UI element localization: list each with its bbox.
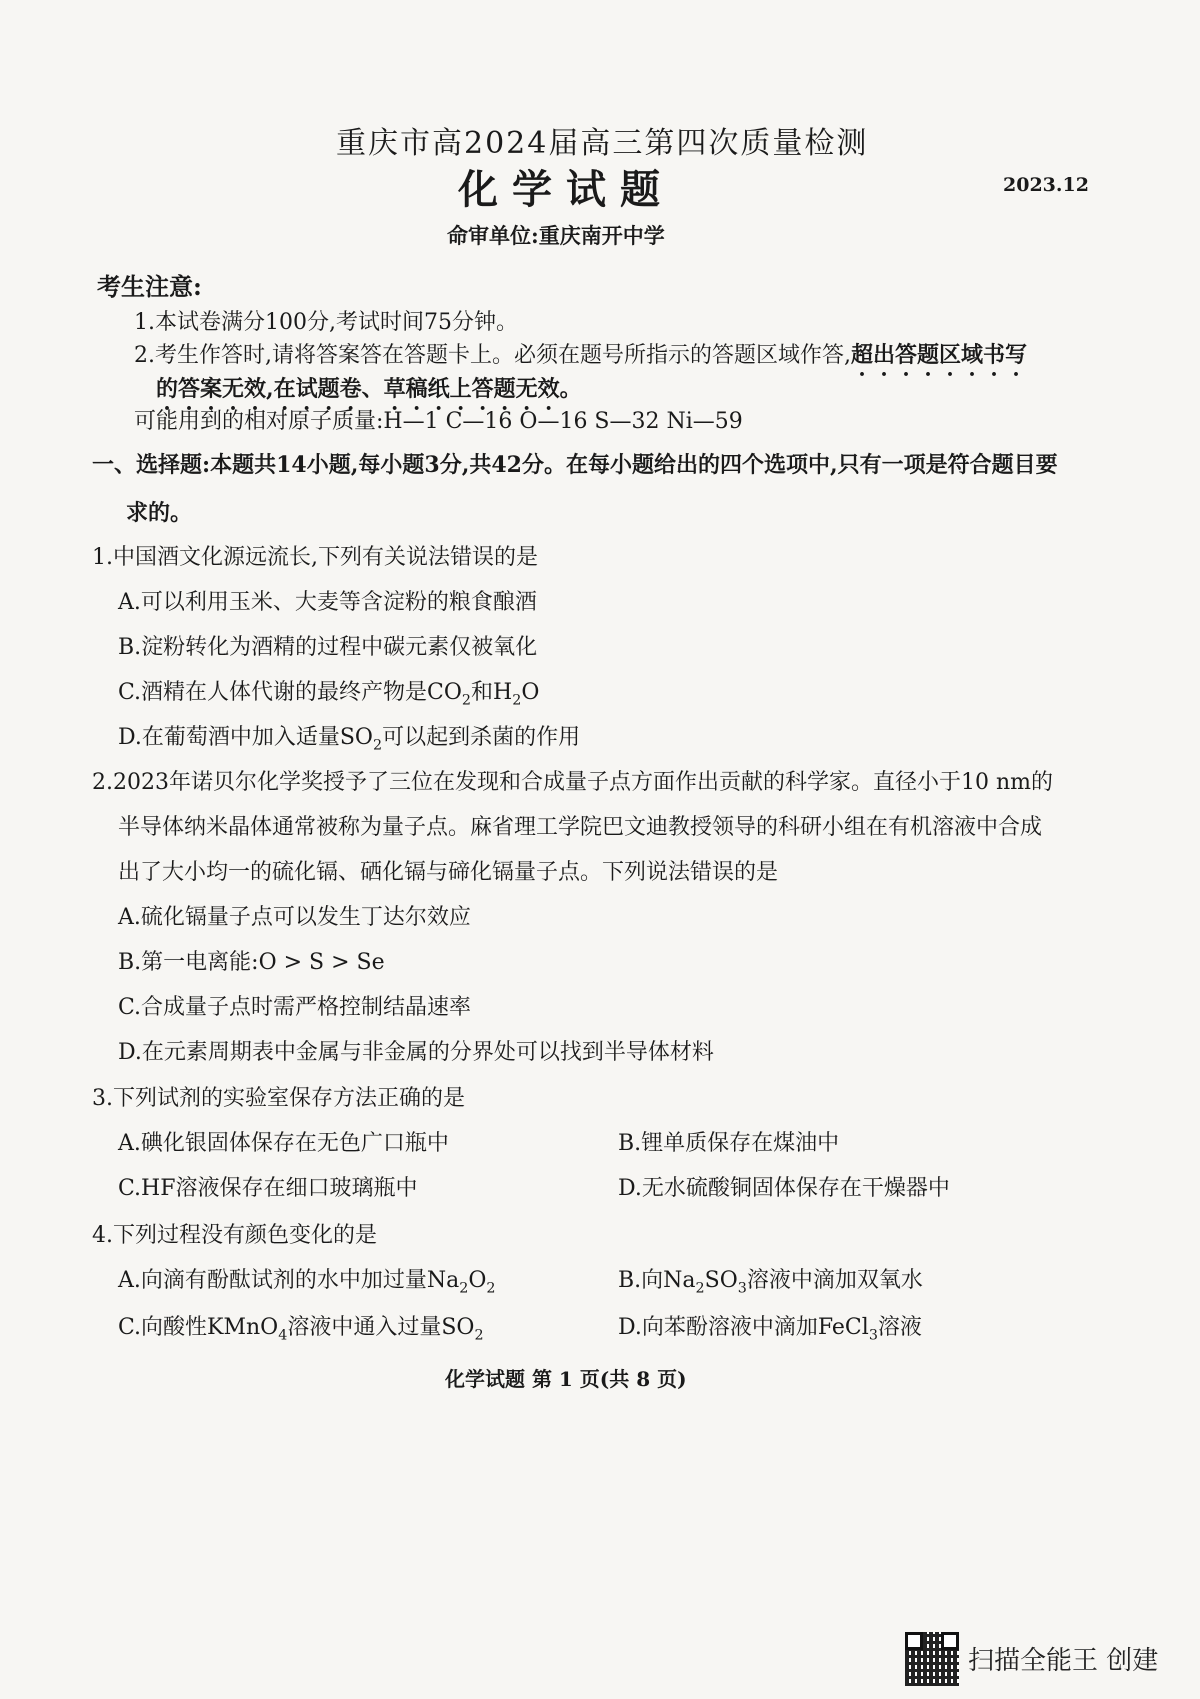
q2-stem-1: 2.2023年诺贝尔化学奖授予了三位在发现和合成量子点方面作出贡献的科学家。直径小于10 nm的 (92, 770, 1053, 795)
q2-option-c: C.合成量子点时需严格控制结晶速率 (118, 995, 472, 1020)
q1-option-c (118, 675, 539, 708)
q4-d-sub: 3 (868, 1327, 878, 1344)
qr-code-icon (905, 1632, 959, 1686)
q1-d-sub: 2 (372, 737, 383, 754)
scanner-watermark: 扫描全能王 创建 (968, 1646, 1159, 1676)
q4-b-sub: 2 (695, 1280, 705, 1297)
q4-a-text: A.向滴有酚酞试剂的水中加过量Na (118, 1268, 460, 1293)
issuing-unit: 命审单位:重庆南开中学 (447, 223, 665, 248)
q3-stem: 3.下列试剂的实验室保存方法正确的是 (92, 1086, 465, 1111)
q4-c-text: C.向酸性KMnO (118, 1315, 279, 1340)
q4-b-sub-2: 3 (737, 1280, 747, 1297)
q4-b-text-2: SO (704, 1268, 738, 1293)
notice-item-1: 1.本试卷满分100分,考试时间75分钟。 (134, 310, 518, 335)
q4-c-sub: 4 (278, 1327, 288, 1344)
q4-option-d (618, 1310, 922, 1343)
notice-item-2-emphasis: 超出答题区域书写 (850, 342, 1027, 368)
q4-d-text-2: 溶液 (877, 1315, 922, 1340)
q1-c-sub-2: 2 (512, 692, 522, 709)
q1-c-text-3: O (521, 680, 540, 705)
q2-option-b: B.第一电离能:O > S > Se (118, 950, 385, 975)
q4-option-b (618, 1263, 923, 1296)
exam-title: 重庆市高2024届高三第四次质量检测 (336, 126, 869, 161)
q2-option-d: D.在元素周期表中金属与非金属的分界处可以找到半导体材料 (118, 1040, 714, 1065)
q1-option-a: A.可以利用玉米、大麦等含淀粉的粮食酿酒 (118, 590, 537, 615)
q4-b-text: B.向Na (618, 1268, 696, 1293)
q4-option-c (118, 1310, 484, 1343)
q4-stem: 4.下列过程没有颜色变化的是 (92, 1223, 377, 1248)
q4-c-text-2: 溶液中通入过量SO (287, 1315, 475, 1340)
q2-stem-3: 出了大小均一的硫化镉、硒化镉与碲化镉量子点。下列说法错误的是 (118, 860, 779, 885)
q2-option-a: A.硫化镉量子点可以发生丁达尔效应 (118, 905, 471, 930)
q3-option-b: B.锂单质保存在煤油中 (618, 1131, 840, 1156)
subject-title: 化学试题 (458, 166, 674, 213)
notice-item-2-cont: 的答案无效,在试题卷、草稿纸上答题无效。 (156, 376, 582, 402)
section-heading: 一、选择题:本题共14小题,每小题3分,共42分。在每小题给出的四个选项中,只有一项是符合题目要 (92, 452, 1058, 478)
q1-d-text-2: 可以起到杀菌的作用 (382, 725, 581, 750)
q4-a-text-2: O (468, 1268, 487, 1293)
q1-option-b: B.淀粉转化为酒精的过程中碳元素仅被氧化 (118, 635, 538, 660)
q3-option-d: D.无水硫酸铜固体保存在干燥器中 (618, 1176, 950, 1201)
q4-d-text: D.向苯酚溶液中滴加FeCl (618, 1315, 869, 1340)
q3-option-c: C.HF溶液保存在细口玻璃瓶中 (118, 1176, 418, 1201)
notice-item-2-a: 2.考生作答时,请将答案答在答题卡上。必须在题号所指示的答题区域作答, (134, 343, 851, 368)
notice-heading: 考生注意: (97, 272, 202, 301)
page-footer: 化学试题 第 1 页(共 8 页) (445, 1367, 687, 1391)
section-heading-cont: 求的。 (126, 500, 193, 526)
q1-c-text-2: 和H (471, 680, 513, 705)
q2-stem-2: 半导体纳米晶体通常被称为量子点。麻省理工学院巴文迪教授领导的科研小组在有机溶液中合成 (118, 815, 1043, 840)
q1-c-sub: 2 (461, 692, 472, 709)
q1-option-d (118, 720, 580, 753)
q4-a-sub-2: 2 (486, 1280, 496, 1297)
q1-d-text: D.在葡萄酒中加入适量SO (118, 725, 373, 750)
q4-b-text-3: 溶液中滴加双氧水 (746, 1268, 923, 1293)
q1-c-text: C.酒精在人体代谢的最终产物是CO (118, 680, 462, 705)
q4-c-sub-2: 2 (474, 1327, 484, 1344)
q4-a-sub: 2 (459, 1280, 469, 1297)
q3-option-a: A.碘化银固体保存在无色广口瓶中 (118, 1131, 449, 1156)
atomic-masses: 可能用到的相对原子质量:H—1 C—16 O—16 S—32 Ni—59 (134, 409, 743, 434)
q1-stem: 1.中国酒文化源远流长,下列有关说法错误的是 (92, 545, 538, 570)
exam-date: 2023.12 (1003, 174, 1089, 196)
q4-option-a (118, 1263, 496, 1296)
